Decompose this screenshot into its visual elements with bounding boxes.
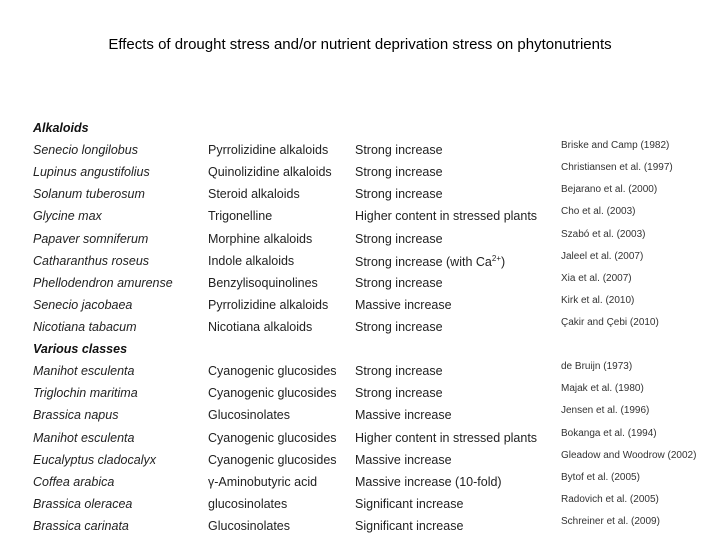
species-cell: Brassica carinata xyxy=(33,518,129,533)
effect-cell: Massive increase (10-fold) xyxy=(355,474,502,489)
table-row xyxy=(33,141,713,163)
table-row xyxy=(33,318,713,340)
reference-cell: Szabó et al. (2003) xyxy=(561,228,646,240)
species-cell: Manihot esculenta xyxy=(33,430,135,445)
section-header-various-classes xyxy=(33,340,713,362)
effect-cell: Strong increase xyxy=(355,319,443,334)
section-label: Various classes xyxy=(33,342,128,357)
species-cell: Eucalyptus cladocalyx xyxy=(33,452,156,467)
species-cell: Senecio jacobaea xyxy=(33,297,133,312)
effect-cell: Massive increase xyxy=(355,297,452,312)
species-cell: Coffea arabica xyxy=(33,474,115,489)
species-cell: Nicotiana tabacum xyxy=(33,319,137,334)
reference-cell: Jaleel et al. (2007) xyxy=(561,250,644,262)
effect-text-end: ) xyxy=(501,254,506,269)
section-header-alkaloids xyxy=(33,119,713,141)
species-cell: Brassica oleracea xyxy=(33,496,133,511)
compound-cell: Trigonelline xyxy=(208,209,273,224)
table-row xyxy=(33,230,713,252)
phytonutrient-table xyxy=(33,119,713,539)
effect-cell: Massive increase xyxy=(355,408,452,423)
species-cell: Lupinus angustifolius xyxy=(33,165,150,180)
effect-cell: Strong increase xyxy=(355,165,443,180)
table-row xyxy=(33,517,713,539)
table-row xyxy=(33,384,713,406)
table-row xyxy=(33,495,713,517)
species-cell: Senecio longilobus xyxy=(33,143,138,158)
section-label: Alkaloids xyxy=(33,121,89,135)
compound-cell: Steroid alkaloids xyxy=(208,187,300,202)
effect-cell: Massive increase xyxy=(355,452,452,467)
reference-cell: Briske and Camp (1982) xyxy=(561,140,670,152)
compound-cell: Nicotiana alkaloids xyxy=(208,319,313,334)
reference-cell: Bytof et al. (2005) xyxy=(561,471,640,483)
reference-cell: Gleadow and Woodrow (2002) xyxy=(561,449,697,461)
compound-cell: γ-Aminobutyric acid xyxy=(208,474,318,489)
compound-cell: Morphine alkaloids xyxy=(208,231,313,246)
reference-cell: Kirk et al. (2010) xyxy=(561,294,635,306)
effect-cell xyxy=(355,254,505,269)
table-row xyxy=(33,207,713,229)
reference-cell: Radovich et al. (2005) xyxy=(561,493,659,505)
effect-cell: Strong increase xyxy=(355,275,443,290)
compound-cell: Indole alkaloids xyxy=(208,253,295,268)
species-cell: Triglochin maritima xyxy=(33,386,138,401)
page-title: Effects of drought stress and/or nutrient deprivation stress on phytonutrients xyxy=(108,36,612,53)
compound-cell: Pyrrolizidine alkaloids xyxy=(208,143,329,158)
species-cell: Catharanthus roseus xyxy=(33,253,150,268)
compound-cell: Cyanogenic glucosides xyxy=(208,452,337,467)
effect-cell: Strong increase xyxy=(355,231,443,246)
reference-cell: Cho et al. (2003) xyxy=(561,206,636,218)
reference-cell: Bejarano et al. (2000) xyxy=(561,184,658,196)
compound-cell: Cyanogenic glucosides xyxy=(208,430,337,445)
table-row xyxy=(33,185,713,207)
effect-superscript: 2+ xyxy=(491,253,501,263)
species-cell: Manihot esculenta xyxy=(33,364,135,379)
reference-cell: Xia et al. (2007) xyxy=(561,272,632,284)
table-row xyxy=(33,406,713,428)
reference-cell: Bokanga et al. (1994) xyxy=(561,427,657,439)
table-row xyxy=(33,296,713,318)
compound-cell: Glucosinolates xyxy=(208,518,290,533)
effect-cell: Higher content in stressed plants xyxy=(355,430,538,445)
table-row xyxy=(33,274,713,296)
compound-cell: Cyanogenic glucosides xyxy=(208,364,337,379)
compound-cell: Cyanogenic glucosides xyxy=(208,386,337,401)
table-row xyxy=(33,252,713,274)
compound-cell: glucosinolates xyxy=(208,496,288,511)
reference-cell: Jensen et al. (1996) xyxy=(561,405,650,417)
reference-cell: de Bruijn (1973) xyxy=(561,361,633,373)
table-row xyxy=(33,362,713,384)
compound-cell: Quinolizidine alkaloids xyxy=(208,165,332,180)
effect-cell: Strong increase xyxy=(355,187,443,202)
effect-cell: Significant increase xyxy=(355,518,464,533)
effect-cell: Higher content in stressed plants xyxy=(355,209,538,224)
table-row xyxy=(33,163,713,185)
effect-cell: Strong increase xyxy=(355,386,443,401)
table-row xyxy=(33,429,713,451)
compound-cell: Benzylisoquinolines xyxy=(208,275,318,290)
species-cell: Solanum tuberosum xyxy=(33,187,145,202)
reference-cell: Majak et al. (1980) xyxy=(561,383,644,395)
reference-cell: Schreiner et al. (2009) xyxy=(561,515,660,527)
species-cell: Brassica napus xyxy=(33,408,119,423)
effect-cell: Strong increase xyxy=(355,364,443,379)
effect-cell: Significant increase xyxy=(355,496,464,511)
compound-cell: Glucosinolates xyxy=(208,408,290,423)
reference-cell: Çakir and Çebi (2010) xyxy=(561,316,659,328)
effect-text: Strong increase (with Ca xyxy=(355,254,492,269)
effect-cell: Strong increase xyxy=(355,143,443,158)
compound-cell: Pyrrolizidine alkaloids xyxy=(208,297,329,312)
table-row xyxy=(33,473,713,495)
species-cell: Glycine max xyxy=(33,209,102,224)
table-row xyxy=(33,451,713,473)
species-cell: Papaver somniferum xyxy=(33,231,149,246)
species-cell: Phellodendron amurense xyxy=(33,275,173,290)
reference-cell: Christiansen et al. (1997) xyxy=(561,162,673,174)
